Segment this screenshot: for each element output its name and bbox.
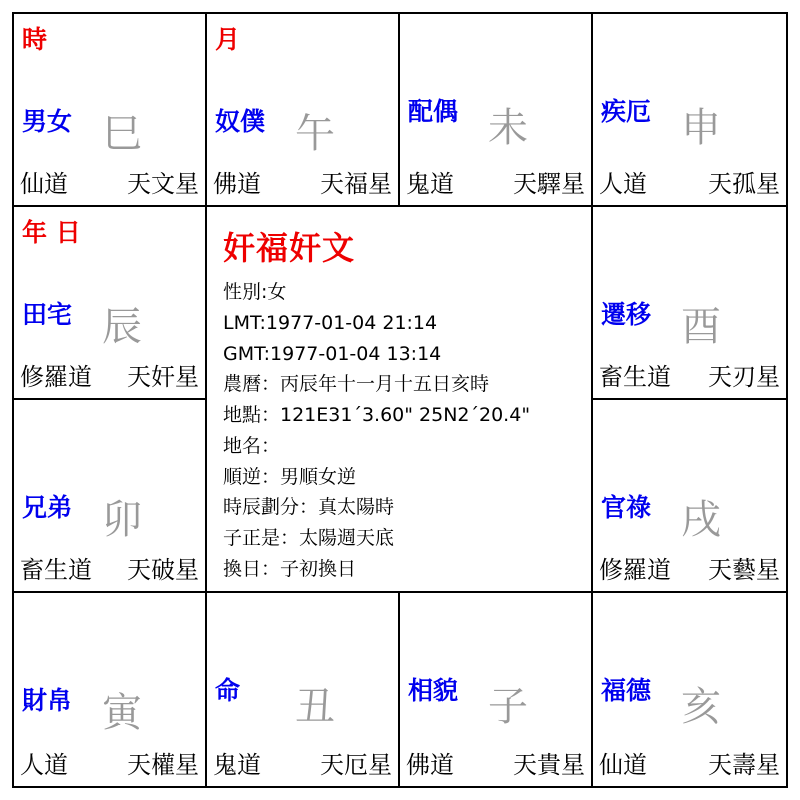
palace-cell-wei[interactable]	[400, 14, 593, 207]
path-label-chen: 修羅道	[20, 363, 92, 391]
corner-marker-shi: 時	[22, 25, 48, 54]
branch-zi: 子	[488, 684, 528, 730]
palace-name-fude: 福德	[601, 676, 652, 705]
center-info-panel	[207, 207, 593, 593]
path-label-mao: 畜生道	[20, 556, 92, 584]
path-label-wei: 鬼道	[406, 170, 454, 198]
cell-footer-yin	[20, 745, 199, 780]
palace-cell-mao[interactable]	[14, 400, 207, 593]
palace-name-nannv: 男女	[22, 107, 73, 136]
corner-marker-yue: 月	[215, 25, 241, 54]
palace-name-xiongdi: 兄弟	[22, 493, 73, 522]
palace-name-caibo: 財帛	[22, 686, 73, 715]
palace-cell-wu[interactable]	[207, 14, 400, 207]
info-lunar-date: 農曆：丙辰年十一月十五日亥時	[223, 373, 490, 396]
cell-footer-wei	[406, 164, 585, 199]
info-day-change: 換日：子初換日	[223, 557, 357, 580]
path-label-wu: 佛道	[213, 170, 261, 198]
info-place-name: 地名：	[223, 434, 281, 457]
star-label-hai: 天壽星	[708, 751, 780, 779]
palace-cell-chou[interactable]	[207, 593, 400, 786]
cell-footer-xu	[599, 550, 780, 585]
palace-name-nupu: 奴僕	[215, 107, 266, 136]
cell-footer-shen	[599, 164, 780, 199]
palace-name-guanlu: 官祿	[601, 493, 652, 522]
chart-title: 奸福奸文	[223, 229, 356, 267]
cell-footer-chen	[20, 357, 199, 392]
palace-name-ming: 命	[215, 676, 241, 705]
cell-footer-si	[20, 164, 199, 199]
palace-cell-yin[interactable]	[14, 593, 207, 786]
star-label-wu: 天福星	[320, 170, 392, 198]
info-lmt: LMT:1977-01-04 21:14	[223, 311, 438, 334]
cell-footer-hai	[599, 745, 780, 780]
branch-you: 酉	[681, 304, 721, 350]
branch-hai: 亥	[681, 684, 721, 730]
star-label-chen: 天奸星	[127, 363, 199, 391]
path-label-zi: 佛道	[406, 751, 454, 779]
star-label-si: 天文星	[127, 170, 199, 198]
palace-cell-zi[interactable]	[400, 593, 593, 786]
path-label-chou: 鬼道	[213, 751, 261, 779]
branch-yin: 寅	[102, 690, 142, 736]
star-label-xu: 天藝星	[708, 556, 780, 584]
info-gender: 性別:女	[223, 281, 287, 303]
cell-footer-chou	[213, 745, 392, 780]
branch-mao: 卯	[102, 497, 142, 543]
path-label-you: 畜生道	[599, 363, 671, 391]
cell-footer-you	[599, 357, 780, 392]
cell-footer-zi	[406, 745, 585, 780]
star-label-wei: 天驛星	[513, 170, 585, 198]
star-label-you: 天刃星	[708, 363, 780, 391]
info-hour-division: 時辰劃分：真太陽時	[223, 496, 395, 519]
cell-footer-wu	[213, 164, 392, 199]
palace-cell-si[interactable]	[14, 14, 207, 207]
info-gmt: GMT:1977-01-04 13:14	[223, 342, 442, 365]
path-label-yin: 人道	[20, 751, 68, 779]
info-direction: 順逆：男順女逆	[223, 465, 357, 488]
corner-marker-nian-ri: 年 日	[22, 218, 81, 247]
palace-cell-chen[interactable]	[14, 207, 207, 400]
branch-wei: 未	[488, 105, 528, 151]
chart-grid	[12, 12, 788, 788]
palace-cell-shen[interactable]	[593, 14, 786, 207]
path-label-hai: 仙道	[599, 751, 647, 779]
branch-xu: 戌	[681, 497, 721, 543]
path-label-shen: 人道	[599, 170, 647, 198]
info-midnight-def: 子正是：太陽週天底	[223, 527, 395, 550]
palace-cell-you[interactable]	[593, 207, 786, 400]
path-label-si: 仙道	[20, 170, 68, 198]
branch-shen: 申	[681, 105, 721, 151]
palace-name-qianyi: 遷移	[601, 300, 652, 329]
palace-cell-hai[interactable]	[593, 593, 786, 786]
branch-wu: 午	[295, 111, 335, 157]
palace-name-peiou: 配偶	[408, 97, 459, 126]
branch-si: 巳	[102, 111, 142, 157]
path-label-xu: 修羅道	[599, 556, 671, 584]
palace-name-xiangmao: 相貌	[408, 676, 459, 705]
star-label-chou: 天厄星	[320, 751, 392, 779]
star-label-shen: 天孤星	[708, 170, 780, 198]
branch-chou: 丑	[295, 684, 335, 730]
star-label-zi: 天貴星	[513, 751, 585, 779]
palace-cell-xu[interactable]	[593, 400, 786, 593]
branch-chen: 辰	[102, 304, 142, 350]
star-label-mao: 天破星	[127, 556, 199, 584]
palace-name-tianzhai: 田宅	[22, 300, 73, 329]
star-label-yin: 天權星	[127, 751, 199, 779]
palace-name-jie: 疾厄	[601, 97, 652, 126]
cell-footer-mao	[20, 550, 199, 585]
info-coordinates: 地點：121E31´3.60" 25N2´20.4"	[223, 404, 531, 427]
